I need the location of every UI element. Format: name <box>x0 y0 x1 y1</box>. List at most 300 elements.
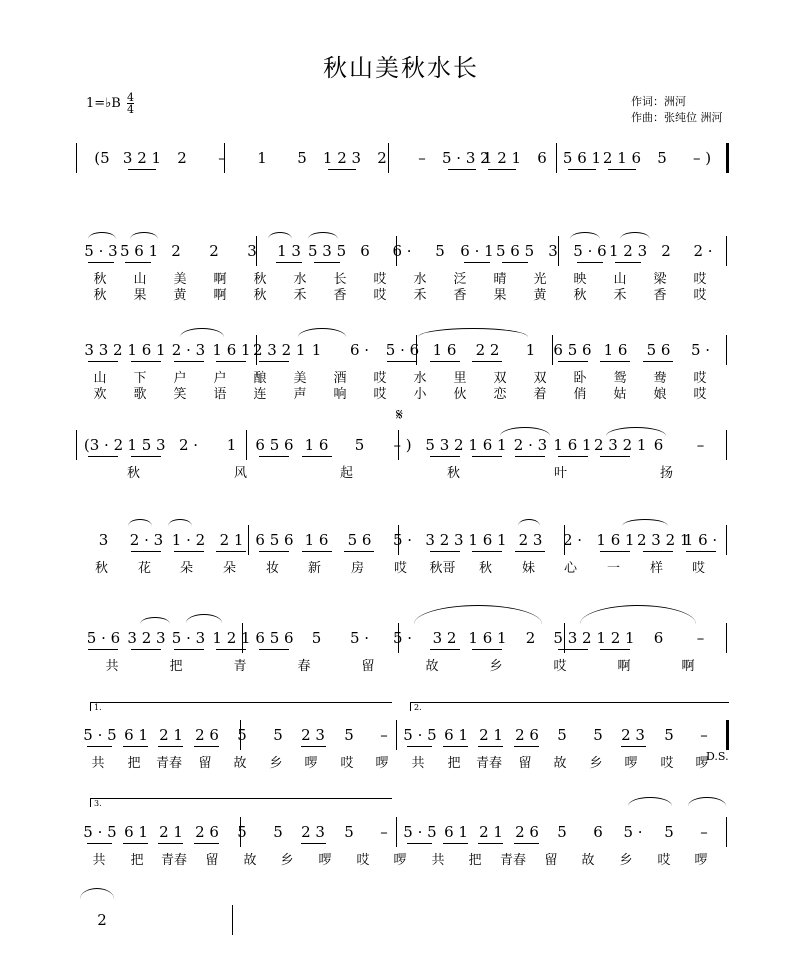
lyric-syllable: 哎 <box>356 853 370 868</box>
note-group: 1 6 1 <box>468 436 507 454</box>
lyric-syllable: 青春 <box>155 756 182 771</box>
note-group: 2 <box>171 242 181 260</box>
lyric-syllable: 秋 <box>446 466 460 481</box>
lyric-syllable: 青春 <box>160 853 187 868</box>
note-group: 5 6 5 <box>496 242 535 260</box>
note-group: 2 1 <box>219 531 244 549</box>
score-system-1 <box>76 143 728 183</box>
note-group: 2 1 <box>159 823 183 841</box>
note-group: 1 2 1 <box>596 629 635 647</box>
slur <box>128 519 152 526</box>
volta-3: 3. <box>90 798 392 807</box>
beam-underline <box>472 649 502 650</box>
note-group: 5 <box>273 726 283 744</box>
lyric-syllable: 风 <box>233 466 247 481</box>
segno-sign: 𝄋 <box>396 405 403 424</box>
note-group: 1 <box>311 341 322 359</box>
slur <box>620 232 650 239</box>
note-group: 1 2 3 <box>609 242 648 260</box>
note-group: 1 6 · <box>683 531 718 549</box>
note-group: 5 · 5 <box>83 823 117 841</box>
lyric-row-1 <box>76 557 728 576</box>
slur <box>130 232 158 239</box>
slur <box>606 427 666 436</box>
note-group: 6 <box>537 149 547 167</box>
lyric-syllable: 啊 <box>213 272 227 287</box>
beam-underline <box>174 551 204 552</box>
beam-underline <box>87 746 112 747</box>
note-group: 5 3 2 <box>553 629 592 647</box>
lyric-syllable: 留 <box>205 853 219 868</box>
note-group: 1 6 1 <box>468 629 507 647</box>
note-group: 6 5 6 <box>255 436 294 454</box>
note-group: 5 6 <box>646 341 671 359</box>
note-group: 5 <box>354 436 365 454</box>
beam-underline <box>87 843 112 844</box>
beam-underline <box>502 262 528 263</box>
lyric-syllable: 哎 <box>393 561 407 576</box>
lyric-syllable: 啊 <box>213 288 227 303</box>
lyric-syllable: 乡 <box>269 756 283 771</box>
lyric-syllable: 叶 <box>553 466 567 481</box>
lyric-syllable: 故 <box>553 756 567 771</box>
slur <box>298 328 346 337</box>
lyric-syllable: 山 <box>613 272 627 287</box>
notation-row <box>76 531 728 553</box>
beam-underline <box>686 551 716 552</box>
note-group: 1 <box>257 149 267 167</box>
score-system-7 <box>76 720 728 770</box>
lyric-syllable: 啊 <box>681 659 695 674</box>
beam-underline <box>174 361 204 362</box>
note-group: 2 · <box>693 242 713 260</box>
beam-underline <box>514 746 539 747</box>
lyric-row-1 <box>76 462 728 481</box>
lyric-syllable: 青 <box>233 659 247 674</box>
lyric-syllable: 响 <box>333 387 347 402</box>
lyric-syllable: 果 <box>133 288 147 303</box>
note-group: 2 · <box>562 531 583 549</box>
note-group: 3 3 2 <box>84 341 123 359</box>
lyric-syllable: 哎 <box>693 371 707 386</box>
beam-underline <box>577 262 603 263</box>
lyric-syllable: 啰 <box>375 756 389 771</box>
lyric-syllable: 留 <box>518 756 532 771</box>
beam-underline <box>472 551 502 552</box>
note-group: 5 · 5 <box>403 726 437 744</box>
note-group: 5 <box>557 726 567 744</box>
note-group: 6 <box>653 436 664 454</box>
notation-row <box>76 242 728 264</box>
score-system-6 <box>76 623 728 673</box>
note-group: – ) <box>393 436 412 454</box>
slur <box>688 797 726 806</box>
lyric-syllable: 故 <box>581 853 595 868</box>
beam-underline <box>131 456 161 457</box>
lyric-syllable: 秋 <box>126 466 140 481</box>
note-group: 5 3 2 <box>425 436 464 454</box>
note-group: 5 · 6 <box>86 629 121 647</box>
note-group: 6 1 <box>444 823 468 841</box>
beam-underline <box>216 649 246 650</box>
lyric-syllable: 共 <box>92 853 106 868</box>
note-group: 2 <box>97 911 107 929</box>
slur <box>268 232 292 239</box>
lyric-syllable: 禾 <box>293 288 307 303</box>
ds-marker: D.S. <box>706 750 729 763</box>
lyric-syllable: 鸳 <box>613 371 627 386</box>
note-group: 5 · <box>392 629 413 647</box>
lyric-syllable: 秋 <box>253 272 267 287</box>
lyric-syllable: 故 <box>425 659 439 674</box>
composer: 作曲：张纯位 洲河 <box>631 111 723 124</box>
beam-underline <box>621 746 646 747</box>
note-group: 1 6 1 <box>553 436 592 454</box>
beam-underline <box>194 746 219 747</box>
lyric-syllable: 山 <box>133 272 147 287</box>
note-group: 5 <box>593 726 603 744</box>
note-group: 1 5 3 <box>127 436 166 454</box>
beam-underline <box>194 843 219 844</box>
beam-underline <box>600 649 630 650</box>
note-group: – <box>696 629 705 647</box>
beam-underline <box>478 746 503 747</box>
note-group: 2 · 3 <box>129 531 164 549</box>
beam-underline <box>314 262 340 263</box>
lyric-syllable: 下 <box>133 371 147 386</box>
note-group: 5 · 5 <box>83 726 117 744</box>
lyric-syllable: 哎 <box>553 659 567 674</box>
slur <box>518 519 540 526</box>
lyric-syllable: 长 <box>333 272 347 287</box>
lyric-syllable: 秋 <box>94 561 108 576</box>
time-signature-top: 4 <box>127 91 134 104</box>
lyric-syllable: 禾 <box>613 288 627 303</box>
note-group: 1 6 1 <box>468 531 507 549</box>
notation-row <box>76 726 728 748</box>
lyric-syllable: 哎 <box>691 561 705 576</box>
beam-underline <box>301 746 326 747</box>
lyric-syllable: 啰 <box>318 853 332 868</box>
score-title: 秋山美秋水长 <box>323 54 479 82</box>
note-group: 2 3 2 1 <box>253 341 306 359</box>
note-group: 5 · 6 <box>385 341 420 359</box>
note-group: 6 · 1 <box>460 242 494 260</box>
note-group: 2 · <box>178 436 199 454</box>
note-group: 5 <box>344 726 354 744</box>
lyric-syllable: 笑 <box>173 387 187 402</box>
lyric-syllable: 共 <box>91 756 105 771</box>
note-group: 2 3 2 1 <box>594 436 647 454</box>
lyric-syllable: 把 <box>447 756 461 771</box>
beam-underline <box>276 262 302 263</box>
note-group: 2 6 <box>195 823 219 841</box>
key-signature <box>86 92 134 115</box>
note-group: 5 <box>237 823 247 841</box>
lyric-row-1 <box>76 849 728 868</box>
lyric-syllable: 哎 <box>693 272 707 287</box>
note-group: 1 <box>525 341 536 359</box>
note-group: 5 · 5 <box>403 823 437 841</box>
note-group: 5 <box>664 726 674 744</box>
note-group: 5 <box>435 242 445 260</box>
beam-underline <box>387 361 417 362</box>
lyric-syllable: 哎 <box>373 272 387 287</box>
note-group: 5 · 3 <box>171 629 206 647</box>
beam-underline <box>259 649 289 650</box>
note-group: 5 3 5 <box>308 242 347 260</box>
beam-underline <box>568 169 596 170</box>
beam-underline <box>478 843 503 844</box>
beam-underline <box>514 843 539 844</box>
score-system-9 <box>76 905 728 935</box>
note-group: 1 <box>226 436 237 454</box>
lyric-row-1 <box>76 367 728 386</box>
lyric-syllable: 美 <box>173 272 187 287</box>
score-system-8 <box>76 817 728 867</box>
note-group: – <box>380 726 388 744</box>
note-group: 6 5 6 <box>553 341 592 359</box>
note-group: 6 · <box>349 341 370 359</box>
note-group: 3 <box>548 242 558 260</box>
beam-underline <box>472 361 502 362</box>
lyric-syllable: 哎 <box>340 756 354 771</box>
note-group: 2 <box>525 629 536 647</box>
lyric-syllable: 青春 <box>499 853 526 868</box>
lyric-syllable: 果 <box>493 288 507 303</box>
notation-row <box>76 149 728 171</box>
lyric-syllable: 乡 <box>280 853 294 868</box>
lyric-syllable: 啰 <box>694 853 708 868</box>
note-group: – <box>380 823 388 841</box>
beam-underline <box>131 361 161 362</box>
lyric-syllable: 乡 <box>489 659 503 674</box>
note-group: 2 · 3 <box>513 436 548 454</box>
beam-underline <box>608 169 636 170</box>
lyric-syllable: 乡 <box>619 853 633 868</box>
lyric-syllable: 晴 <box>493 272 507 287</box>
beam-underline <box>464 262 490 263</box>
score-system-3 <box>76 335 728 401</box>
notation-row <box>76 823 728 845</box>
note-group: 1 6 1 <box>596 531 635 549</box>
beam-underline <box>259 361 289 362</box>
slur <box>186 614 222 623</box>
lyric-syllable: 哎 <box>660 756 674 771</box>
note-group: – <box>696 436 705 454</box>
note-group: 2 1 <box>159 726 183 744</box>
lyric-syllable: 啰 <box>304 756 318 771</box>
lyric-syllable: 共 <box>105 659 119 674</box>
beam-underline <box>216 551 246 552</box>
note-group: 2 1 <box>479 823 503 841</box>
lyric-syllable: 房 <box>350 561 364 576</box>
lyric-syllable: 哎 <box>657 853 671 868</box>
note-group: – <box>700 726 708 744</box>
lyric-syllable: 样 <box>649 561 663 576</box>
note-group: 5 · <box>690 341 711 359</box>
note-group: – <box>418 149 426 167</box>
note-group: 2 <box>177 149 187 167</box>
lyric-syllable: 光 <box>533 272 547 287</box>
lyric-syllable: 梁 <box>653 272 667 287</box>
note-group: 6 <box>593 823 603 841</box>
note-group: 6 · <box>392 242 412 260</box>
note-group: 6 1 <box>444 726 468 744</box>
note-group: (5 <box>94 149 110 167</box>
time-signature-bottom: 4 <box>127 103 134 116</box>
lyric-syllable: 啰 <box>695 756 709 771</box>
slur <box>168 519 192 526</box>
score-system-2 <box>76 236 728 302</box>
lyric-syllable: 禾 <box>413 288 427 303</box>
beam-underline <box>515 456 545 457</box>
lyric-syllable: 新 <box>307 561 321 576</box>
lyric-syllable: 欢 <box>93 387 107 402</box>
lyric-syllable: 哎 <box>693 288 707 303</box>
beam-underline <box>515 551 545 552</box>
lyric-syllable: 故 <box>243 853 257 868</box>
beam-underline <box>430 361 460 362</box>
note-group: 1 6 <box>432 341 457 359</box>
beam-underline <box>88 649 118 650</box>
beam-underline <box>407 843 432 844</box>
note-group: 5 · <box>349 629 370 647</box>
lyric-syllable: 娘 <box>653 387 667 402</box>
note-group: 2 <box>377 149 387 167</box>
lyric-syllable: 小 <box>413 387 427 402</box>
note-group: 6 5 6 <box>255 629 294 647</box>
note-group: 2 6 <box>515 726 539 744</box>
lyric-syllable: 花 <box>137 561 151 576</box>
lyric-syllable: 哎 <box>693 387 707 402</box>
beam-underline <box>558 456 588 457</box>
beam-underline <box>216 361 246 362</box>
slur <box>570 232 600 239</box>
note-group: 1 · 2 <box>171 531 206 549</box>
lyric-syllable: 哎 <box>373 288 387 303</box>
beam-underline <box>430 456 460 457</box>
beam-underline <box>600 551 630 552</box>
beam-underline <box>259 551 289 552</box>
score-system-5 <box>76 525 728 575</box>
slur <box>80 888 114 899</box>
beam-underline <box>443 746 468 747</box>
beam-underline <box>302 456 332 457</box>
note-group: 5 6 1 <box>562 149 602 167</box>
lyric-syllable: 秋哥 <box>429 561 456 576</box>
lyric-syllable: 朵 <box>222 561 236 576</box>
note-group: 5 6 <box>347 531 372 549</box>
lyric-row-1 <box>76 752 728 771</box>
beam-underline <box>643 361 673 362</box>
note-group: 5 <box>237 726 247 744</box>
lyric-syllable: 双 <box>533 371 547 386</box>
note-group: 2 3 <box>518 531 543 549</box>
beam-underline <box>131 551 161 552</box>
note-group: 1 2 1 <box>212 629 251 647</box>
beam-underline <box>615 262 641 263</box>
beam-underline <box>174 649 204 650</box>
note-group: 2 2 <box>475 341 500 359</box>
beam-underline <box>301 843 326 844</box>
lyric-syllable: 乡 <box>589 756 603 771</box>
beam-underline <box>158 746 183 747</box>
beam-underline <box>131 649 161 650</box>
credits <box>631 94 723 126</box>
lyric-syllable: 黄 <box>173 288 187 303</box>
beam-underline <box>643 551 673 552</box>
note-group: 3 <box>98 531 109 549</box>
lyric-syllable: 春 <box>297 659 311 674</box>
note-group: – <box>700 823 708 841</box>
lyric-syllable: 泛 <box>453 272 467 287</box>
lyric-syllable: 里 <box>453 371 467 386</box>
notation-row <box>76 911 728 933</box>
note-group: 5 <box>344 823 354 841</box>
lyric-row-1 <box>76 655 728 674</box>
time-signature <box>127 92 134 115</box>
slur <box>414 605 542 624</box>
lyric-row-2 <box>76 284 728 303</box>
lyric-syllable: 声 <box>293 387 307 402</box>
lyric-syllable: 把 <box>127 756 141 771</box>
lyric-syllable: 双 <box>493 371 507 386</box>
beam-underline <box>472 456 502 457</box>
beam-underline <box>448 169 476 170</box>
beam-underline <box>600 361 630 362</box>
lyric-syllable: 啰 <box>393 853 407 868</box>
lyric-syllable: 连 <box>253 387 267 402</box>
notation-row <box>76 629 728 651</box>
beam-underline <box>259 456 289 457</box>
note-group: 5 · 3 <box>84 242 118 260</box>
note-group: 1 6 <box>603 341 628 359</box>
note-group: 5 <box>311 629 322 647</box>
note-group: (3 · 2 <box>83 436 124 454</box>
note-group: 3 2 1 <box>122 149 162 167</box>
note-group: 1 6 <box>304 436 329 454</box>
lyric-syllable: 把 <box>130 853 144 868</box>
lyric-syllable: 哎 <box>373 371 387 386</box>
lyric-syllable: 卧 <box>573 371 587 386</box>
lyric-syllable: 啰 <box>624 756 638 771</box>
note-group: 1 2 3 <box>322 149 362 167</box>
note-group: 3 <box>247 242 257 260</box>
note-group: 6 <box>360 242 370 260</box>
beam-underline <box>344 551 374 552</box>
lyric-syllable: 一 <box>606 561 620 576</box>
note-group: 5 6 1 <box>120 242 159 260</box>
slur <box>628 797 672 806</box>
lyric-syllable: 香 <box>333 288 347 303</box>
lyric-syllable: 姑 <box>613 387 627 402</box>
lyric-syllable: 朵 <box>179 561 193 576</box>
beam-underline <box>430 649 460 650</box>
slur <box>88 232 116 239</box>
lyric-syllable: 酿 <box>253 371 267 386</box>
beam-underline <box>600 456 630 457</box>
lyric-syllable: 水 <box>413 371 427 386</box>
lyric-syllable: 妆 <box>265 561 279 576</box>
note-group: – ) <box>692 149 712 167</box>
beam-underline <box>302 551 332 552</box>
lyric-syllable: 把 <box>169 659 183 674</box>
note-group: 5 <box>297 149 307 167</box>
note-group: 2 <box>661 242 671 260</box>
lyric-syllable: 故 <box>233 756 247 771</box>
lyric-syllable: 山 <box>93 371 107 386</box>
